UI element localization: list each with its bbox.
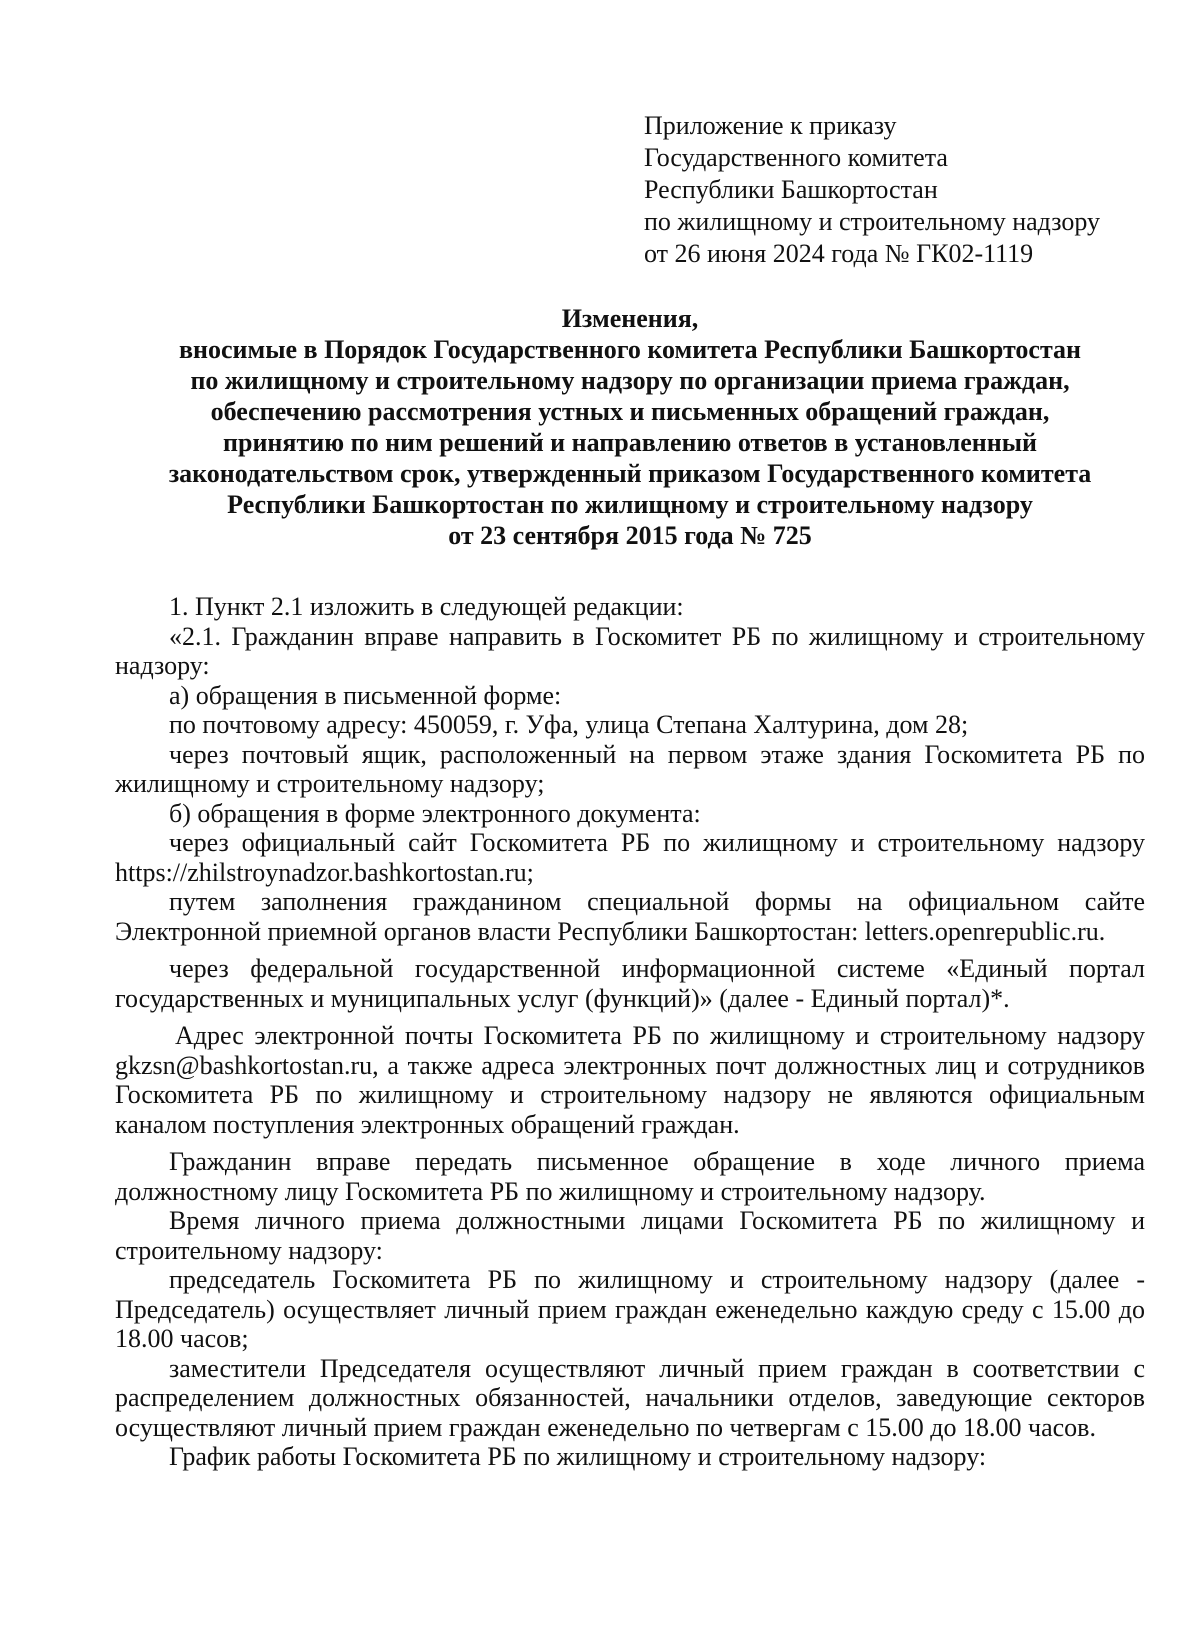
body-paragraph: Время личного приема должностными лицами Госкомитета РБ по жилищному и строительному надзору: (115, 1206, 1145, 1265)
title-line: обеспечению рассмотрения устных и письменных обращений граждан, (210, 397, 1050, 426)
appendix-header (644, 110, 1100, 270)
body-paragraph: председатель Госкомитета РБ по жилищному и строительному надзору (далее - Председатель) осуществляет личный прием граждан еженедельно каждую среду с 15.00 до 18.00 часов; (115, 1265, 1145, 1353)
appendix-line: от 26 июня 2024 года № ГК02-1119 (644, 239, 1034, 268)
appendix-line: Республики Башкортостан (644, 175, 938, 204)
body-paragraph: через официальный сайт Госкомитета РБ по жилищному и строительному надзору https://zhilstroynadzor.bashkortostan.ru; (115, 828, 1145, 887)
body-paragraph: через федеральной государственной информационной системе «Единый портал государственных и муниципальных услуг (функций)» (далее - Единый портал)*. (115, 954, 1145, 1013)
appendix-line: Государственного комитета (644, 143, 948, 172)
title-line: принятию по ним решений и направлению ответов в установленный (223, 428, 1037, 457)
appendix-line: Приложение к приказу (644, 111, 897, 140)
document-title (115, 303, 1145, 551)
appendix-line: по жилищному и строительному надзору (644, 207, 1101, 236)
body-paragraph: График работы Госкомитета РБ по жилищному и строительному надзору: (169, 1442, 987, 1471)
body-paragraph: через почтовый ящик, расположенный на первом этаже здания Госкомитета РБ по жилищному и строительному надзору; (115, 739, 1145, 798)
title-line: Республики Башкортостан по жилищному и строительному надзору (227, 490, 1033, 519)
title-line: вносимые в Порядок Государственного комитета Республики Башкортостан (178, 335, 1082, 364)
body-paragraph: путем заполнения гражданином специальной формы на официальном сайте Электронной приемной органов власти Республики Башкортостан: letters.openrepublic.ru. (115, 887, 1145, 946)
document-body (115, 592, 1145, 1472)
body-paragraph: по почтовому адресу: 450059, г. Уфа, улица Степана Халтурина, дом 28; (169, 710, 969, 739)
body-paragraph: а) обращения в письменной форме: (169, 680, 562, 710)
body-paragraph: заместители Председателя осуществляют личный прием граждан в соответствии с распределением должностных обязанностей, начальники отделов, заведующие секторов осуществляют личный прием граждан еженедельно по четвергам с 15.00 до 18.00 часов. (115, 1353, 1145, 1442)
body-paragraph: б) обращения в форме электронного документа: (169, 798, 701, 828)
title-line: законодательством срок, утвержденный приказом Государственного комитета (168, 459, 1092, 488)
title-line: по жилищному и строительному надзору по организации приема граждан, (190, 366, 1070, 395)
title-line: Изменения, (561, 304, 699, 333)
body-paragraph: «2.1. Гражданин вправе направить в Госкомитет РБ по жилищному и строительному надзору: (115, 621, 1145, 680)
body-paragraph: 1. Пункт 2.1 изложить в следующей редакции: (169, 592, 684, 621)
body-paragraph: Гражданин вправе передать письменное обращение в ходе личного приема должностному лицу Госкомитета РБ по жилищному и строительному надзору. (115, 1147, 1145, 1206)
title-line: от 23 сентября 2015 года № 725 (448, 521, 812, 550)
body-paragraph: Адрес электронной почты Госкомитета РБ по жилищному и строительному надзору gkzsn@bashkortostan.ru, а также адреса электронных почт должностных лиц и сотрудников Госкомитета РБ по жилищному и строительному надзору не являются официальным каналом поступления электронных обращений граждан. (115, 1021, 1145, 1139)
